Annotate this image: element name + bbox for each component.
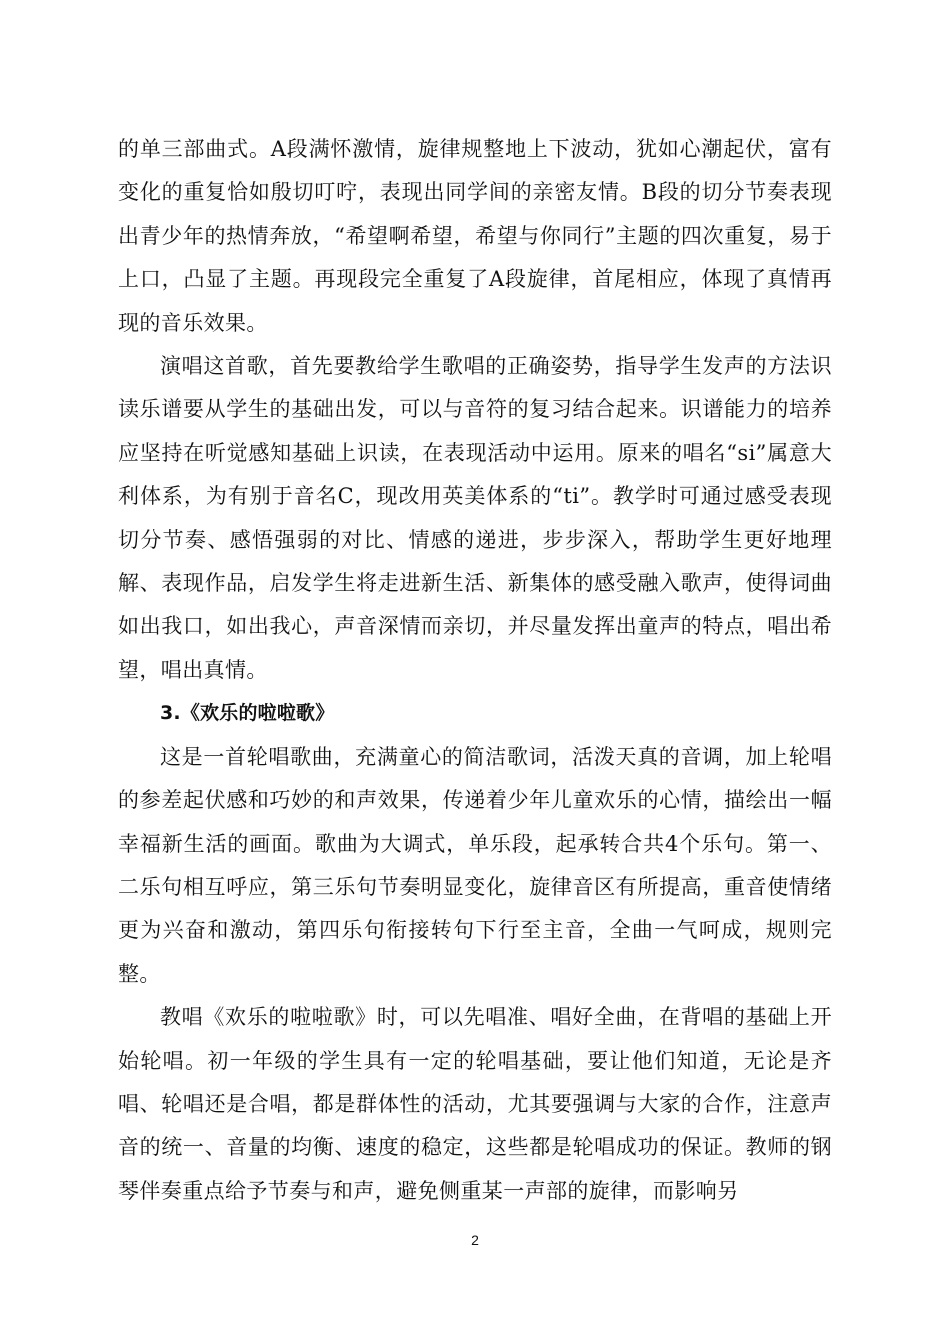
document-page [118,128,832,1213]
section-heading-happy-lala-song: 3.《欢乐的啦啦歌》 [160,702,335,725]
paragraph-singing-guidance: 演唱这首歌，首先要教给学生歌唱的正确姿势，指导学生发声的方法识读乐谱要从学生的基础出发，可以与音符的复习结合起来。识谱能力的培养应坚持在听觉感知基础上识读，在表现活动中运用。原来的唱名“si”属意大利体系，为有别于音名C，现改用英美体系的“ti”。教学时可通过感受表现切分节奏、感悟强弱的对比、情感的递进，步步深入，帮助学生更好地理解、表现作品，启发学生将走进新生活、新集体的感受融入歌声，使得词曲如出我口，如出我心，声音深情而亲切，并尽量发挥出童声的特点，唱出希望，唱出真情。 [118,354,832,682]
page-number: 2 [471,1232,479,1248]
paragraph-song-analysis: 这是一首轮唱歌曲，充满童心的简洁歌词，活泼天真的音调，加上轮唱的参差起伏感和巧妙的和声效果，传递着少年儿童欢乐的心情，描绘出一幅幸福新生活的画面。歌曲为大调式，单乐段，起承转合共4个乐句。第一、二乐句相互呼应，第三乐句节奏明显变化，旋律音区有所提高，重音使情绪更为兴奋和激动，第四乐句衔接转句下行至主音，全曲一气呵成，规则完整。 [118,744,832,986]
paragraph-teaching-method: 教唱《欢乐的啦啦歌》时，可以先唱准、唱好全曲，在背唱的基础上开始轮唱。初一年级的学生具有一定的轮唱基础，要让他们知道，无论是齐唱、轮唱还是合唱，都是群体性的活动，尤其要强调与大家的合作，注意声音的统一、音量的均衡、速度的稳定，这些都是轮唱成功的保证。教师的钢琴伴奏重点给予节奏与和声，避免侧重某一声部的旋律，而影响另 [118,1005,832,1203]
paragraph-form-description: 的单三部曲式。A段满怀激情，旋律规整地上下波动，犹如心潮起伏，富有变化的重复恰如殷切叮咛，表现出同学间的亲密友情。B段的切分节奏表现出青少年的热情奔放，“希望啊希望，希望与你同行”主题的四次重复，易于上口，凸显了主题。再现段完全重复了A段旋律，首尾相应，体现了真情再现的音乐效果。 [118,137,832,335]
